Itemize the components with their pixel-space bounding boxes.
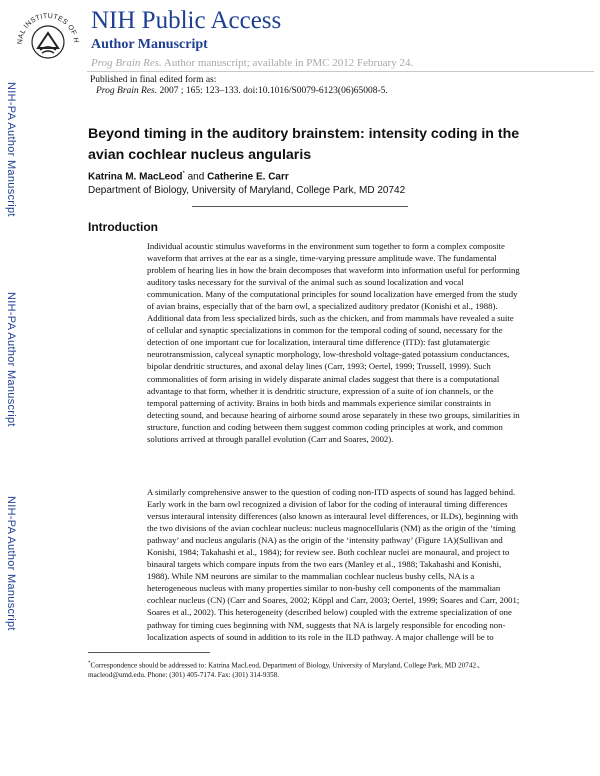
author-1: Katrina M. MacLeod <box>88 171 183 183</box>
author-join: and <box>184 171 208 183</box>
header-divider <box>87 71 594 72</box>
affiliation: Department of Biology, University of Maryland, College Park, MD 20742 <box>88 185 406 196</box>
author-2: Catherine E. Carr <box>207 171 289 183</box>
side-label-top: NIH-PA Author Manuscript <box>5 82 17 217</box>
published-label: Published in final edited form as: <box>90 75 217 85</box>
author-manuscript-subtitle: Author Manuscript <box>91 37 208 52</box>
header-citation-rest: Author manuscript; available in PMC 2012 February 24. <box>161 57 414 69</box>
nih-seal-icon <box>12 4 84 72</box>
footnote-mark: * <box>88 661 91 666</box>
header-citation-journal: Prog Brain Res. <box>91 57 162 69</box>
publication-citation <box>96 86 388 96</box>
header-citation <box>91 57 413 69</box>
author-1-footnote-mark: * <box>182 171 185 177</box>
publication-journal: Prog Brain Res. <box>96 86 158 96</box>
section-heading-introduction: Introduction <box>88 220 158 234</box>
nih-public-access-title: NIH Public Access <box>91 7 282 34</box>
publication-details: 2007 ; 165: 123–133. doi:10.1016/S0079-6123(06)65008-5. <box>157 86 388 96</box>
introduction-paragraph-2: A similarly comprehensive answer to the question of coding non-ITD aspects of sound has lagged behind. Early work in the barn owl recognized a division of labor for the coding of interaural timing differences versus interaural intensity differences (also known as interaural level differences, or ILDs), beginning with the two divisions of the avian cochlear nucleus: nucleus magnocellularis (NM) as the origin of the ‘timing pathway’ and nucleus angularis (NA) as the origin of the ‘intensity pathway’ (Figure 1A)(Sullivan and Konishi, 1984; Takahashi et al., 1984); for review see. Both cochlear nuclei are monaural, and project to binaural targets which compare inputs from the two ears (Manley et al., 1988; Takahashi and Konishi, 1988). While NM neurons are similar to the mammalian cochlear nucleus bushy cells, NA is a heterogeneous nucleus with many properties similar to non-bushy cell components of the mammalian cochlear nucleus (CN) (Carr and Soares, 2002; Köppl and Carr, 2003; Oertel, 1999; Soares and Carr, 2001; Soares et al., 2002). This heterogeneity (described below) coupled with the extreme specialization of one pathway for timing cues beginning with NM, suggests that NA is largely responsible for encoding non-localization aspects of sound in addition to its role in the ILD pathway. A major challenge will be to <box>147 487 520 642</box>
article-title: Beyond timing in the auditory brainstem: intensity coding in the avian cochlear nucleus angularis <box>88 126 520 163</box>
footnote-text: Correspondence should be addressed to: Katrina MacLeod, Department of Biology, University of Maryland, College Park, MD 20742., macleod@umd.edu. Phone: (301) 405-7174. Fax: (301) 314-9358. <box>88 661 480 679</box>
footnote-divider <box>88 652 210 653</box>
author-line <box>88 171 289 182</box>
nih-logo <box>12 4 84 72</box>
correspondence-footnote <box>88 659 508 680</box>
side-label-bottom: NIH-PA Author Manuscript <box>5 496 17 631</box>
logo-arc-text: NAL INSTITUTES OF H <box>16 12 80 45</box>
side-label-middle: NIH-PA Author Manuscript <box>5 292 17 427</box>
introduction-paragraph-1: Individual acoustic stimulus waveforms in the environment sum together to form a complex composite waveform that arrives at the ear as a single, time-varying pressure amplitude wave. The fundamental problem of hearing lies in how the brain decomposes that waveform into information useful for performing auditory tasks necessary for the survival of the animal such as sound localization and vocal communication. Many of the computational principles for sound localization have emerged from the study of avian brains, especially that of the barn owl, a specialized auditory predator (Konishi et al., 1988). Additional data from less specialized birds, such as the chicken, and from mammals have revealed a suite of cellular and synaptic specializations in common for the temporal coding of sound, necessary for the detection of one important cue for localization, interaural time difference (ITD): fast glutamatergic neurotransmission, calyceal synaptic morphology, low-threshold voltage-gated potassium conductances, bipolar dendritic structures, and axonal delay lines (Carr, 1993; Oertel, 1999; Trussell, 1999). Such commonalities of form arising in widely disparate animal clades suggest that there is a computational advantage to that form, whether it is dendritic structure, expression of a suite of ion channels, or the temporal patterning of activity. Brains in both birds and mammals experience similar constraints in detecting sound, and because hearing of airborne sound arose separately in these two groups, similarities in structure, function and coding between them suggest common coding principles at work, and common solutions arrived at through parallel evolution (Carr and Soares, 2002). <box>147 241 520 444</box>
title-divider <box>192 206 408 207</box>
